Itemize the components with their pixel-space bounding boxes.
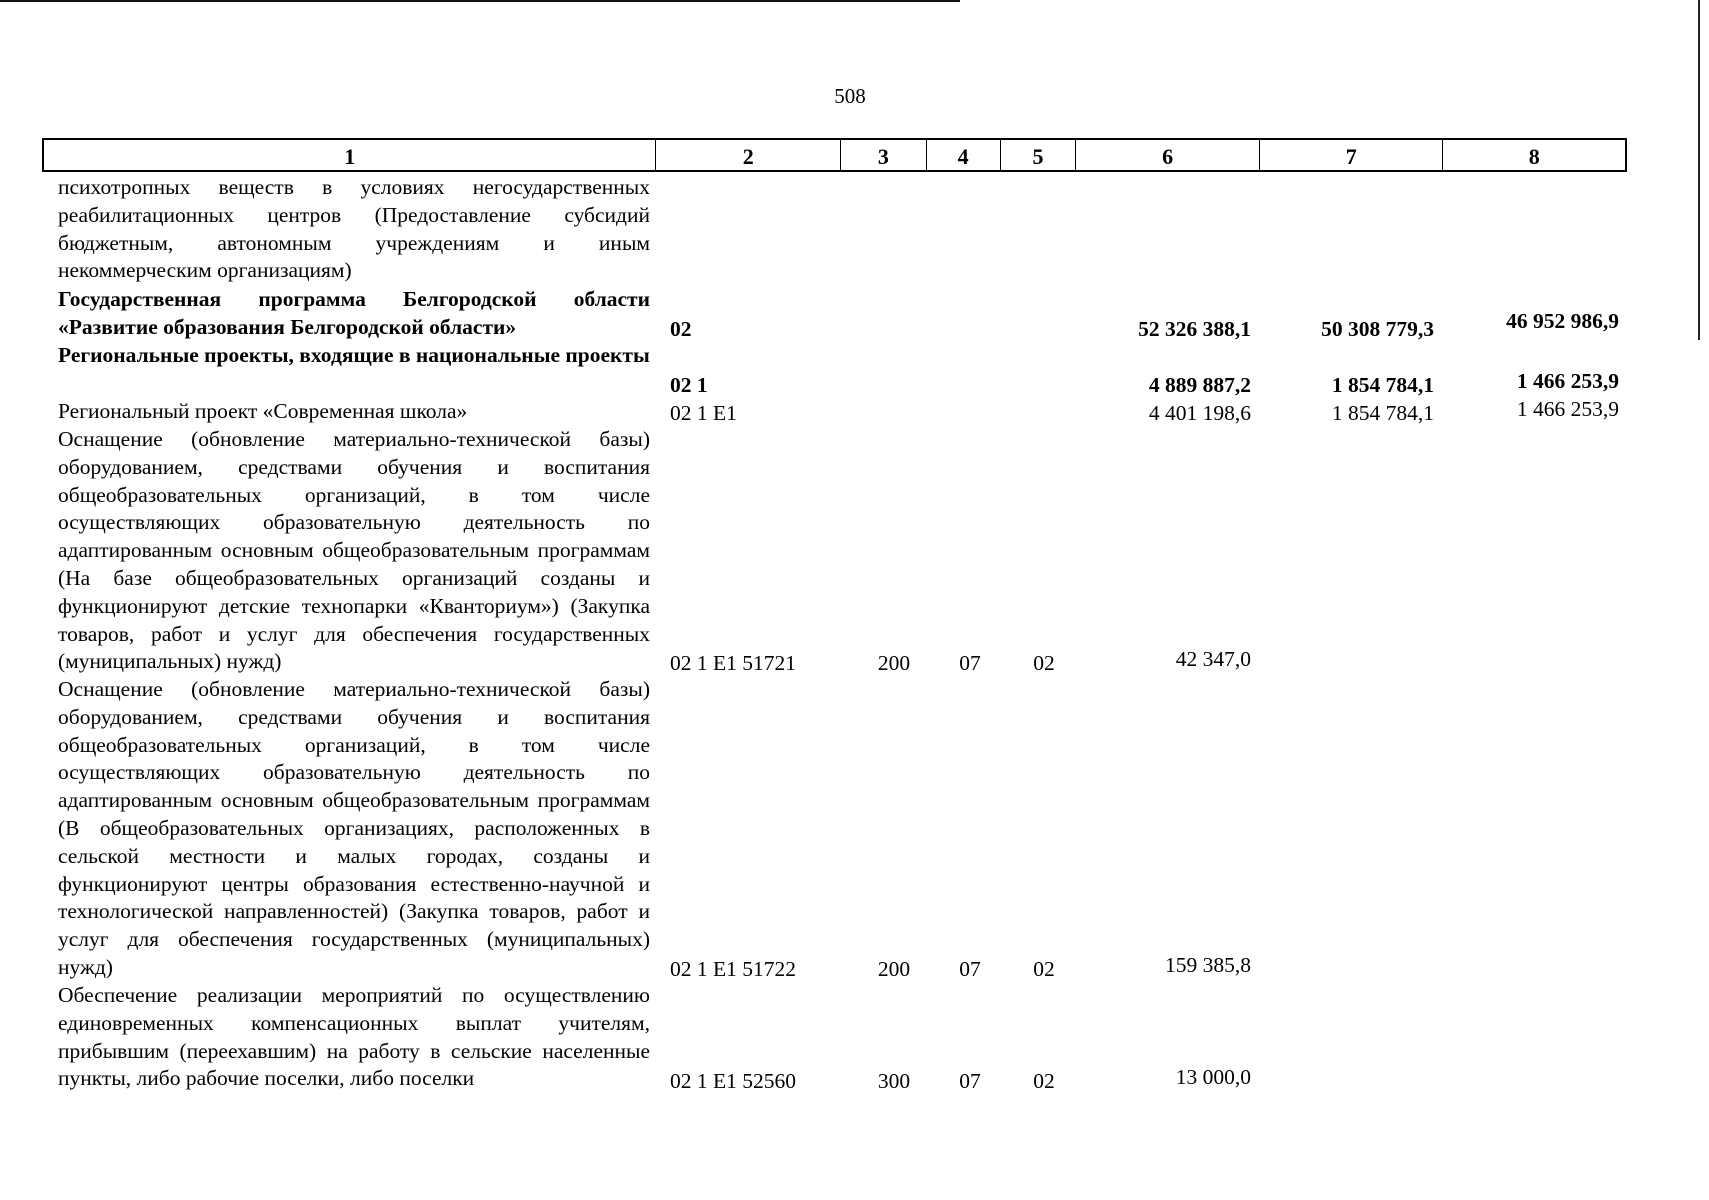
table-row bbox=[0, 342, 1709, 398]
scan-edge-top bbox=[0, 0, 960, 2]
row-code: 02 bbox=[670, 317, 692, 342]
table-row bbox=[0, 982, 1709, 1094]
header-col-8: 8 bbox=[1528, 144, 1540, 169]
row-amount-col6: 13 000,0 bbox=[1175, 1065, 1251, 1090]
row-description: Оснащение (обновление материально-технической базы) оборудованием, средствами обучения и воспитания общеобразовательных организаций, в том числе осуществляющих образовательную деятельность по адаптированным основным общеобразовательным программам (В общеобразовательных организациях, расположенных в сельской местности и малых городах, созданы и функционируют центры образования естественно-научной и технологической направленностей) (Закупка товаров, работ и услуг для обеспечения государственных (муниципальных) нужд) bbox=[58, 677, 650, 979]
header-col-4: 4 bbox=[927, 140, 1001, 170]
row-description: Оснащение (обновление материально-технической базы) оборудованием, средствами обучения и воспитания общеобразовательных организаций, в том числе осуществляющих образовательную деятельность по адаптированным основным общеобразовательным программам (На базе общеобразовательных организаций созданы и функционируют детские технопарки «Кванториум») (Закупка товаров, работ и услуг для обеспечения государственных (муниципальных) нужд) bbox=[58, 427, 650, 674]
row-amount-col7: 1 854 784,1 bbox=[1331, 401, 1434, 426]
row-description: Региональный проект «Современная школа» bbox=[58, 399, 468, 423]
header-col-7: 7 bbox=[1260, 140, 1444, 170]
table-row bbox=[0, 286, 1709, 342]
row-col4: 07 bbox=[959, 651, 981, 676]
row-amount-col6: 42 347,0 bbox=[1175, 647, 1251, 672]
row-col4: 07 bbox=[959, 1069, 981, 1094]
row-description: Региональные проекты, входящие в национальные проекты bbox=[58, 343, 650, 367]
row-amount-col8: 1 466 253,9 bbox=[1516, 369, 1619, 394]
row-amount-col7: 50 308 779,3 bbox=[1321, 317, 1434, 342]
table-row bbox=[0, 174, 1709, 286]
row-code: 02 1 bbox=[670, 373, 708, 398]
page-number: 508 bbox=[834, 84, 866, 108]
row-amount-col6: 52 326 388,1 bbox=[1138, 317, 1251, 342]
row-col3: 200 bbox=[877, 957, 911, 982]
row-description: Обеспечение реализации мероприятий по осуществлению единовременных компенсационных выплат учителям, прибывшим (переехавшим) на работу в сельские населенные пункты, либо рабочие поселки, либо поселки bbox=[58, 983, 650, 1091]
row-amount-col6: 4 889 887,2 bbox=[1148, 373, 1251, 398]
header-col-6: 6 bbox=[1076, 140, 1260, 170]
row-amount-col6: 159 385,8 bbox=[1165, 953, 1251, 978]
row-col5: 02 bbox=[1033, 1069, 1055, 1094]
row-col4: 07 bbox=[959, 957, 981, 982]
row-amount-col8: 1 466 253,9 bbox=[1516, 397, 1619, 422]
row-code: 02 1 E1 51722 bbox=[670, 957, 797, 982]
row-amount-col6: 4 401 198,6 bbox=[1148, 401, 1251, 426]
table-row bbox=[0, 676, 1709, 982]
row-code: 02 1 E1 bbox=[670, 401, 737, 426]
table-row bbox=[0, 426, 1709, 676]
row-col5: 02 bbox=[1033, 651, 1055, 676]
header-col-5: 5 bbox=[1001, 140, 1077, 170]
header-col-2: 2 bbox=[656, 140, 841, 170]
table-row bbox=[0, 398, 1709, 426]
header-col-3: 3 bbox=[841, 140, 927, 170]
header-col-1: 1 bbox=[44, 140, 656, 170]
row-description: психотропных веществ в условиях негосударственных реабилитационных центров (Предоставление субсидий бюджетным, автономным учреждениям и иным некоммерческим организациям) bbox=[58, 175, 650, 283]
row-amount-col7: 1 854 784,1 bbox=[1331, 373, 1434, 398]
row-code: 02 1 E1 52560 bbox=[670, 1069, 797, 1094]
row-description: Государственная программа Белгородской области «Развитие образования Белгородской области» bbox=[58, 287, 650, 339]
table-header bbox=[42, 138, 1627, 172]
row-col3: 300 bbox=[877, 1069, 911, 1094]
row-col3: 200 bbox=[877, 651, 911, 676]
row-code: 02 1 E1 51721 bbox=[670, 651, 797, 676]
row-col5: 02 bbox=[1033, 957, 1055, 982]
row-amount-col8: 46 952 986,9 bbox=[1506, 309, 1619, 334]
